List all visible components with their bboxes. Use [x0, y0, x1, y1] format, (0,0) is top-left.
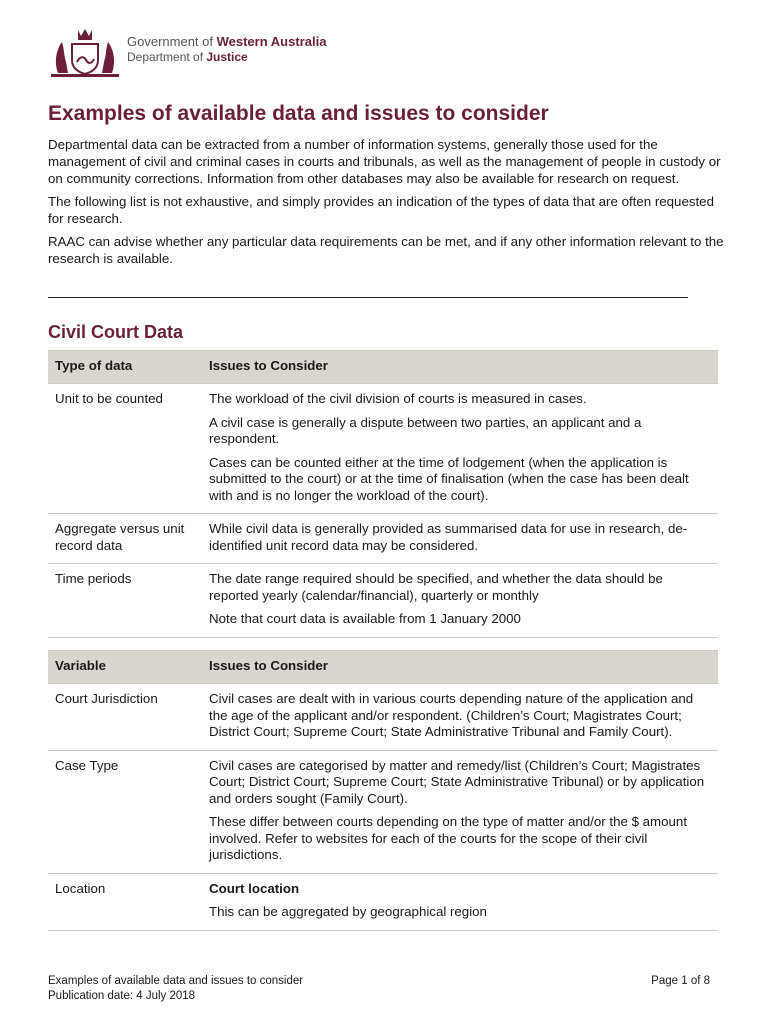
issue-text: Cases can be counted either at the time of lodgement (when the application is submitted to the court) or at the time of finalisation (when the case has been dealt with and is no longer the workload of the court).	[209, 454, 689, 503]
issue-text: A civil case is generally a dispute between two parties, an applicant and a respondent.	[209, 414, 642, 446]
issue-heading: Court location	[209, 880, 300, 896]
table-header-row	[48, 351, 718, 384]
table-header-row	[48, 651, 718, 684]
row-issues	[202, 873, 718, 930]
page-title: Examples of available data and issues to consider	[48, 102, 549, 125]
row-issues	[202, 514, 718, 564]
intro-paragraph: The following list is not exhaustive, and simply provides an indication of the types of data that are often requested for research.	[48, 194, 714, 226]
issue-text: The workload of the civil division of courts is measured in cases.	[209, 391, 587, 406]
table-row	[48, 684, 718, 751]
table-row	[48, 514, 718, 564]
coat-of-arms-icon	[48, 26, 122, 80]
intro-paragraph: Departmental data can be extracted from a number of information systems, generally those used for the management of civil and criminal cases in courts and tribunals, as well as the management of people in custody or on community corrections. Information from other databases may also be available for research on request.	[48, 137, 721, 186]
issue-text: While civil data is generally provided as summarised data for use in research, de-identified unit record data may be considered.	[209, 521, 688, 553]
issue-text: These differ between courts depending on the type of matter and/or the $ amount involved. Refer to websites for each of the courts for the scope of their civil jurisdictions.	[209, 814, 688, 862]
page-number: Page 1 of 8	[651, 975, 710, 987]
issue-text: Note that court data is available from 1 January 2000	[209, 611, 521, 626]
footer-publication-date: Publication date: 4 July 2018	[48, 990, 196, 1002]
row-issues	[202, 750, 718, 873]
footer-doc-title: Examples of available data and issues to consider	[48, 975, 304, 987]
page-footer	[48, 974, 710, 1004]
issue-text: The date range required should be specified, and whether the data should be reported yearly (calendar/financial), quarterly or monthly	[209, 571, 663, 603]
type-of-data-table	[48, 350, 718, 638]
table-row	[48, 873, 718, 930]
column-header: Issues to Consider	[202, 351, 718, 384]
table-row	[48, 750, 718, 873]
issue-text: This can be aggregated by geographical region	[209, 904, 487, 919]
row-issues	[202, 384, 718, 514]
government-name: Government of Western Australia	[127, 34, 327, 49]
table-row	[48, 564, 718, 638]
row-label: Unit to be counted	[48, 384, 202, 514]
row-issues	[202, 564, 718, 638]
intro-paragraph: RAAC can advise whether any particular data requirements can be met, and if any other information relevant to the research is available.	[48, 234, 724, 266]
column-header: Type of data	[48, 351, 202, 384]
table-row	[48, 384, 718, 514]
divider	[48, 297, 688, 298]
column-header: Issues to Consider	[202, 651, 718, 684]
intro-text	[48, 136, 728, 273]
row-label: Aggregate versus unit record data	[48, 514, 202, 564]
row-issues	[202, 684, 718, 751]
row-label: Location	[48, 873, 202, 930]
row-label: Time periods	[48, 564, 202, 638]
column-header: Variable	[48, 651, 202, 684]
row-label: Case Type	[48, 750, 202, 873]
issue-text: Civil cases are dealt with in various courts depending nature of the application and the age of the applicant and/or respondent. (Children’s Court; Magistrates Court; District Court; Supreme Court; State Administrative Tribunal and Family Court).	[209, 691, 694, 739]
page-header	[48, 26, 448, 82]
variable-table	[48, 650, 718, 931]
issue-text: Civil cases are categorised by matter and remedy/list (Children’s Court; Magistrates Court; District Court; Supreme Court; State Administrative Tribunal) or by application and orders sought (Family Court).	[209, 757, 705, 806]
department-name: Department of Justice	[127, 50, 248, 64]
row-label: Court Jurisdiction	[48, 684, 202, 751]
section-title: Civil Court Data	[48, 322, 184, 342]
